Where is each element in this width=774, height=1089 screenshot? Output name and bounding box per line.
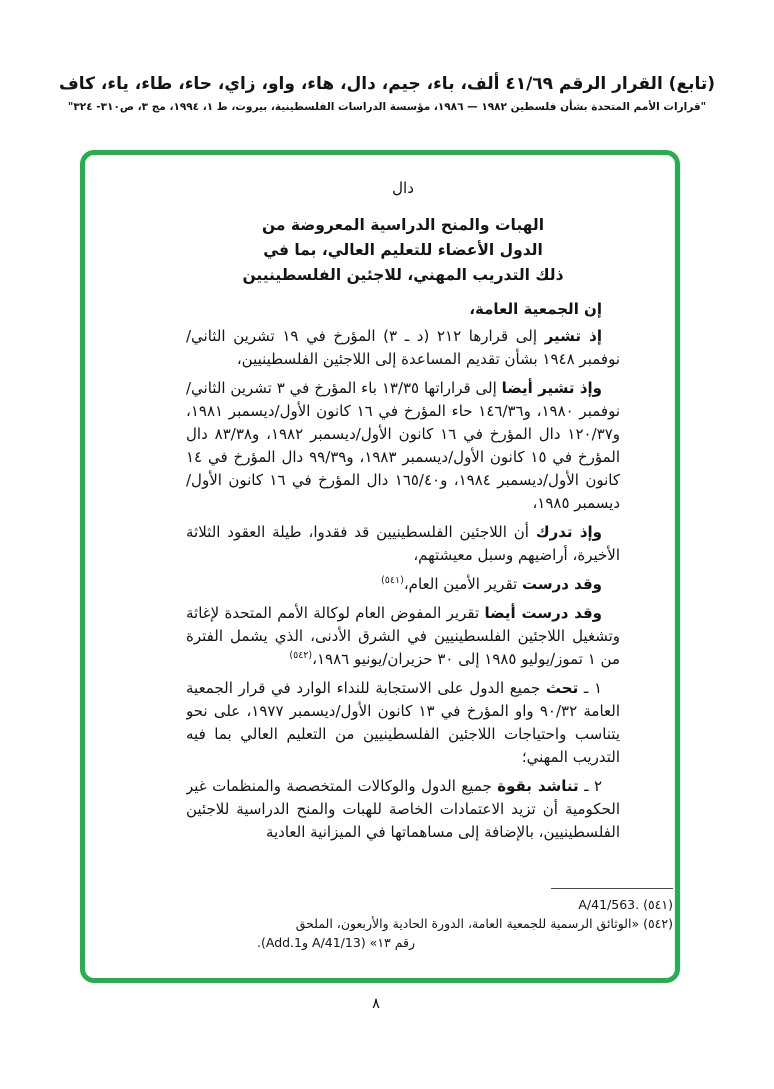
resolution-title-line-1: الهبات والمنح الدراسية المعروضة من: [261, 216, 545, 234]
page-header: [0, 74, 774, 113]
paragraph-lead: تحث: [545, 679, 579, 697]
operative-paragraph-1: [186, 677, 620, 769]
header-resolution-line: (تابع) القرار الرقم ٤١/٦٩ ألف، باء، جيم، دال، هاء، واو، زاي، حاء، طاء، ياء، كاف: [59, 74, 715, 94]
preamble-intro: إن الجمعية العامة،: [469, 300, 602, 318]
paragraph-text: إلى قرارها ٢١٢ (د ـ ٣) المؤرخ في ١٩ تشرين الثاني/نوفمبر ١٩٤٨ بشأن تقديم المساعدة إلى اللاجئين الفلسطينيين،: [186, 327, 620, 368]
paragraph-lead: تناشد بقوة: [497, 777, 579, 795]
operative-paragraph-2: [186, 775, 620, 844]
footnote-reference-541: (٥٤١): [381, 575, 404, 586]
paragraph-number: ٢ ـ: [578, 777, 603, 795]
footnote-541-marker: (٥٤١): [643, 897, 673, 912]
footnotes-section: [97, 888, 673, 952]
green-border-box: [80, 150, 680, 983]
paragraph-text: جميع الدول على الاستجابة للنداء الوارد في قرار الجمعية العامة ٩٠/٣٢ واو المؤرخ في ١٣ كانون الأول/ديسمبر ١٩٧٧، على نحو يتناسب واحتياجات اللاجئين الفلسطينيين من التعليم العالي بما فيه التدريب المهني؛: [186, 679, 620, 766]
preamble-paragraph-5: [186, 602, 620, 671]
preamble-paragraph-1: [186, 325, 620, 371]
preamble-paragraph-4: [186, 573, 620, 596]
paragraph-lead: وقد درست: [522, 575, 602, 593]
paragraph-number: ١ ـ: [578, 679, 602, 697]
paragraph-lead: وإذ تدرك: [535, 523, 602, 541]
paragraph-text: إلى قراراتها ١٣/٣٥ باء المؤرخ في ٣ تشرين الثاني/نوفمبر ١٩٨٠، و١٤٦/٣٦ حاء المؤرخ في ١٦ كانون الأول/ديسمبر ١٩٨١، و١٢٠/٣٧ دال المؤرخ في ١٦ كانون الأول/ديسمبر ١٩٨٢، و٨٣/٣٨ دال المؤرخ في ١٥ كانون الأول/ديسمبر ١٩٨٣، و٩٩/٣٩ دال المؤرخ في ١٤ كانون الأول/ديسمبر ١٩٨٤، و١٦٥/٤٠ دال المؤرخ في ١٦ كانون الأول/ديسمبر ١٩٨٥،: [186, 379, 620, 512]
paragraph-text: تقرير المفوض العام لوكالة الأمم المتحدة لإغاثة وتشغيل اللاجئين الفلسطينيين في الشرق الأدنى، الذي يشمل الفترة من ١ تموز/يوليو ١٩٨٥ إلى ٣٠ حزيران/يونيو ١٩٨٦،: [186, 604, 620, 668]
header-source-citation: "قرارات الأمم المتحدة بشأن فلسطين ١٩٨٢ — ١٩٨٦، مؤسسة الدراسات الفلسطينية، بيروت، ط ١، ١٩٩٤، مج ٣، ص٣١٠- ٣٢٤": [67, 101, 707, 113]
preamble-paragraph-2: [186, 377, 620, 515]
footnote-reference-542: (٥٤٢): [289, 650, 313, 661]
paragraph-lead: وقد درست أيضا: [484, 604, 603, 622]
footnote-542-line-2: رقم ١٣» (A/41/13 وAdd.1).: [257, 935, 416, 950]
resolution-title-line-3: ذلك التدريب المهني، للاجئين الفلسطينيين: [242, 266, 564, 284]
resolution-title: [186, 213, 620, 288]
paragraph-lead: وإذ تشير أيضا: [501, 379, 602, 397]
footnote-541: [97, 895, 673, 914]
paragraph-text: أن اللاجئين الفلسطينيين قد فقدوا، طيلة العقود الثلاثة الأخيرة، أراضيهم وسبل معيشتهم،: [186, 523, 620, 564]
footnote-separator-line: [551, 888, 673, 889]
footnote-541-document-symbol: A/41/563.: [578, 897, 640, 912]
section-letter: دال: [392, 179, 414, 197]
resolution-body: [186, 179, 620, 879]
preamble-paragraph-3: [186, 521, 620, 567]
paragraph-text: تقرير الأمين العام،: [403, 575, 522, 593]
footnote-542-line-1: (٥٤٢) «الوثائق الرسمية للجمعية العامة، الدورة الحادية والأربعون، الملحق: [295, 916, 673, 931]
paragraph-text: جميع الدول والوكالات المتخصصة والمنظمات غير الحكومية أن تزيد الاعتمادات الخاصة للهبات والمنح الدراسية للاجئين الفلسطينيين، بالإضافة إلى مساهماتها في الميزانية العادية: [186, 777, 620, 841]
resolution-title-line-2: الدول الأعضاء للتعليم العالي، بما في: [263, 241, 543, 259]
page-number: ٨: [372, 996, 380, 1012]
paragraph-lead: إذ تشير: [544, 327, 602, 345]
